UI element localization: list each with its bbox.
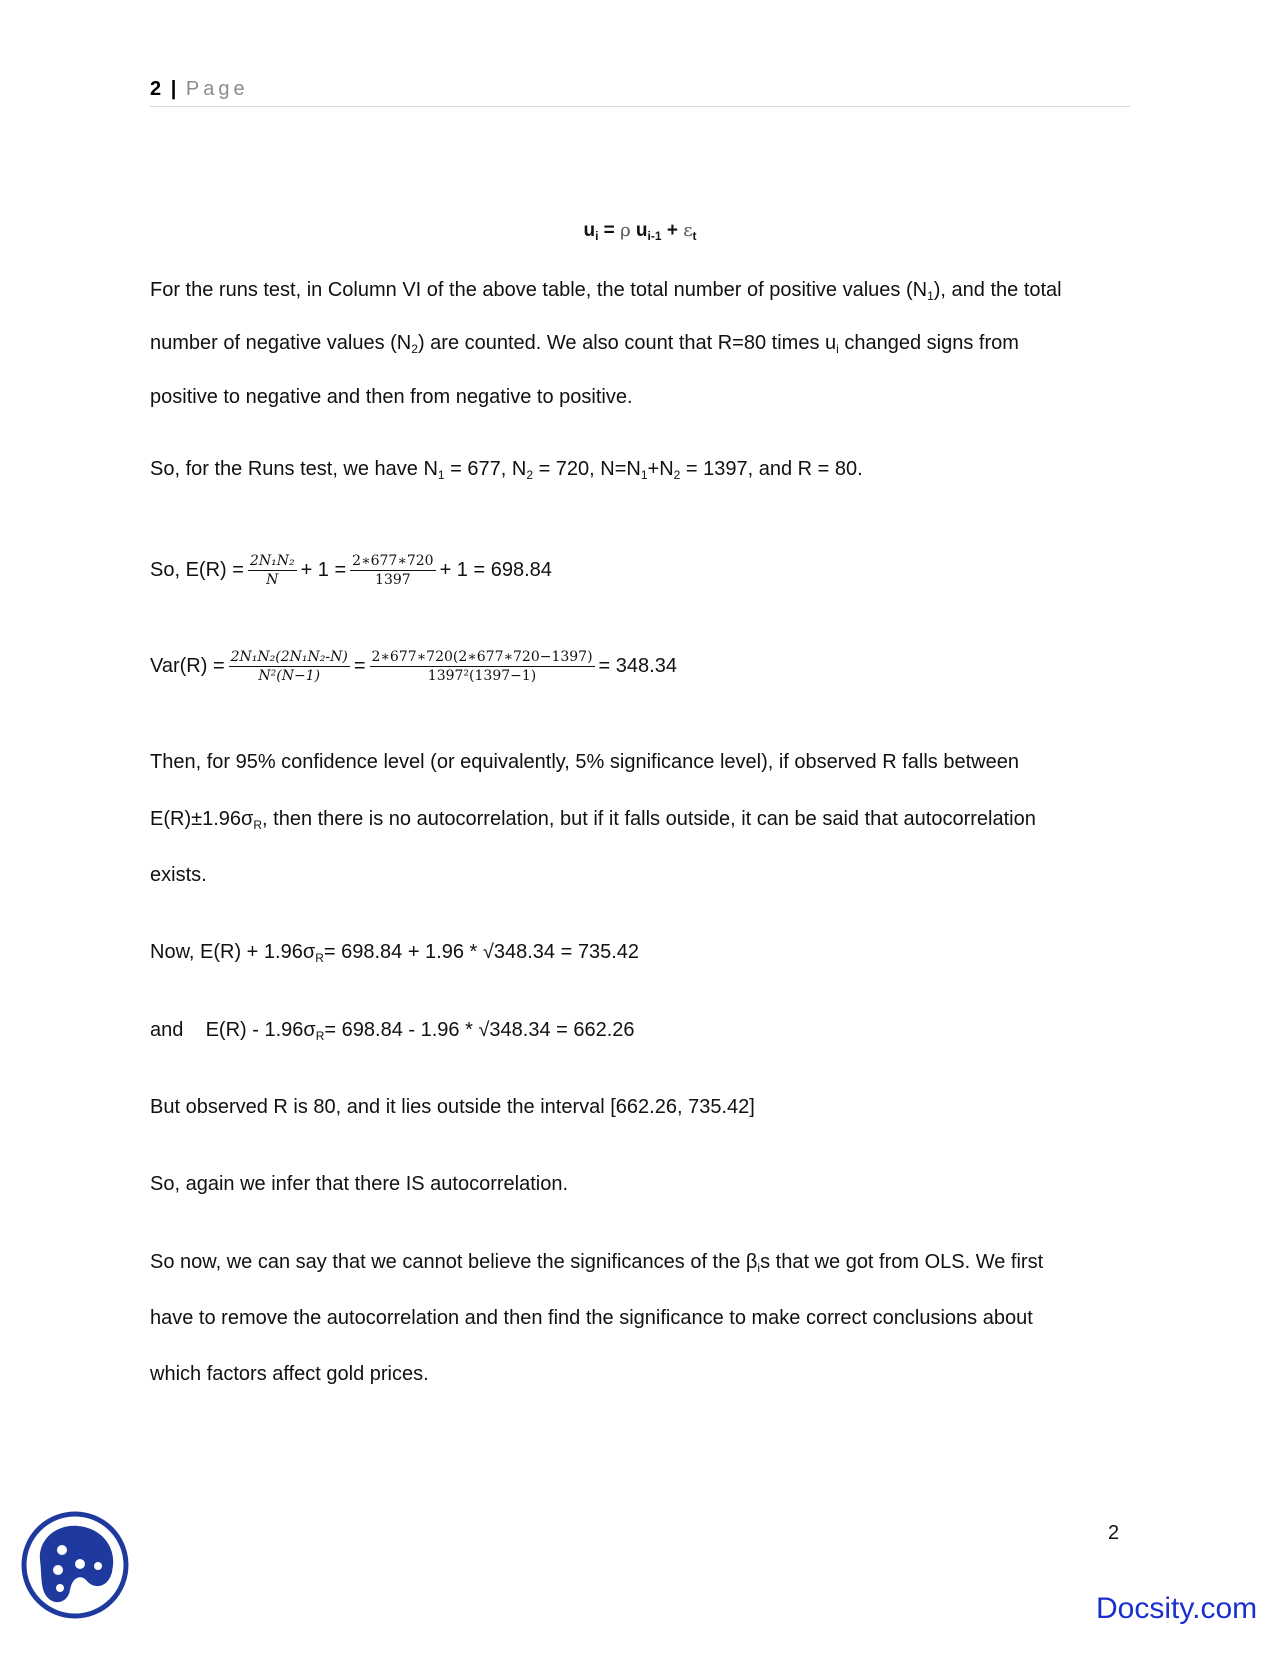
footer-page-number: 2 <box>1108 1522 1120 1544</box>
page-header <box>150 76 1130 107</box>
inference-line: So, again we infer that there IS autocorrelation. <box>150 1173 569 1195</box>
header-page-word: Page <box>185 78 249 100</box>
header-page-number: 2 <box>150 78 162 100</box>
paragraph-confidence-line2: $E(R)\pm 1.96\sigma_R$, then there is no autocorrelation, but if it falls outside, it can be said that autocorrelation <box>150 808 1036 832</box>
paragraph-confidence-line1: Then, for 95% confidence level (or equivalently, 5% significance level), if observed R falls between <box>150 751 1019 773</box>
header-separator: | <box>170 78 177 100</box>
fraction: $\frac{2∗677∗720}{1397}$ <box>352 553 434 588</box>
paragraph-runs-line3: positive to negative and then from negative to positive. <box>150 386 633 408</box>
paragraph-conclusion-line1: So now, we can say that we cannot believe the significances of the $\beta_is$ that we got from OLS. We first <box>150 1251 1044 1275</box>
paragraph-conclusion-line3: which factors affect gold prices. <box>150 1363 429 1385</box>
fraction: $\frac{\text{2N₁N₂}}{N}$ <box>249 553 295 588</box>
paragraph-values: So, for the Runs test, we have $N_1 = 677$, $N_2 = 720$, $N=N_1+N_2 = 1397$, and R = 80. <box>150 458 863 482</box>
paragraph-confidence-line3: exists. <box>150 864 207 886</box>
docsity-brand-link[interactable]: Docsity.com <box>1096 1592 1258 1625</box>
paragraph-runs-line2: number of negative values $(N_2)$ are counted. We also count that R=80 times $u_i$ changed signs from <box>150 332 1019 356</box>
ar1-equation: $u_i = \rho$ $u_{i-1} + \varepsilon_t$ <box>583 220 697 243</box>
observed-line: But observed R is 80, and it lies outside the interval [662.26, 735.42] <box>150 1096 755 1118</box>
fraction: $\frac{2∗677∗720(2∗677∗720-1397)}{\text{1397²(1397−1)}}$ <box>371 649 593 684</box>
docsity-logo-icon[interactable] <box>20 1510 130 1620</box>
fraction: $\frac{\text{2N₁N₂(2N₁N₂-N)}}{\text{N²(N−1)}}$ <box>230 649 348 684</box>
variance-runs-formula: Var(R) = $\frac{\text{2N₁N₂(2N₁N₂-N)}}{\text{N²(N−1)}}$ = $\frac{2∗677∗720(2∗677∗720-1397)}{\text{1397²(1397−1)}}$ = 348.34 <box>150 649 677 684</box>
paragraph-runs-line1: For the runs test, in Column VI of the above table, the total number of positive values $(N_1)$, and the total <box>150 279 1062 303</box>
lower-bound-line: and $E(R) - 1.96\sigma_R= 698.84 - 1.96 * √348.34 = 662.26$ <box>150 1019 635 1043</box>
paragraph-conclusion-line2: have to remove the autocorrelation and then find the significance to make correct conclusions about <box>150 1307 1033 1329</box>
upper-bound-line: Now, $E(R) + 1.96\sigma_R= 698.84 + 1.96 * √348.34 = 735.42$ <box>150 941 639 965</box>
expected-runs-formula: So, E(R) = $\frac{\text{2N₁N₂}}{N}$ + 1 = $\frac{2∗677∗720}{1397}$ + 1 = 698.84 <box>150 553 552 588</box>
